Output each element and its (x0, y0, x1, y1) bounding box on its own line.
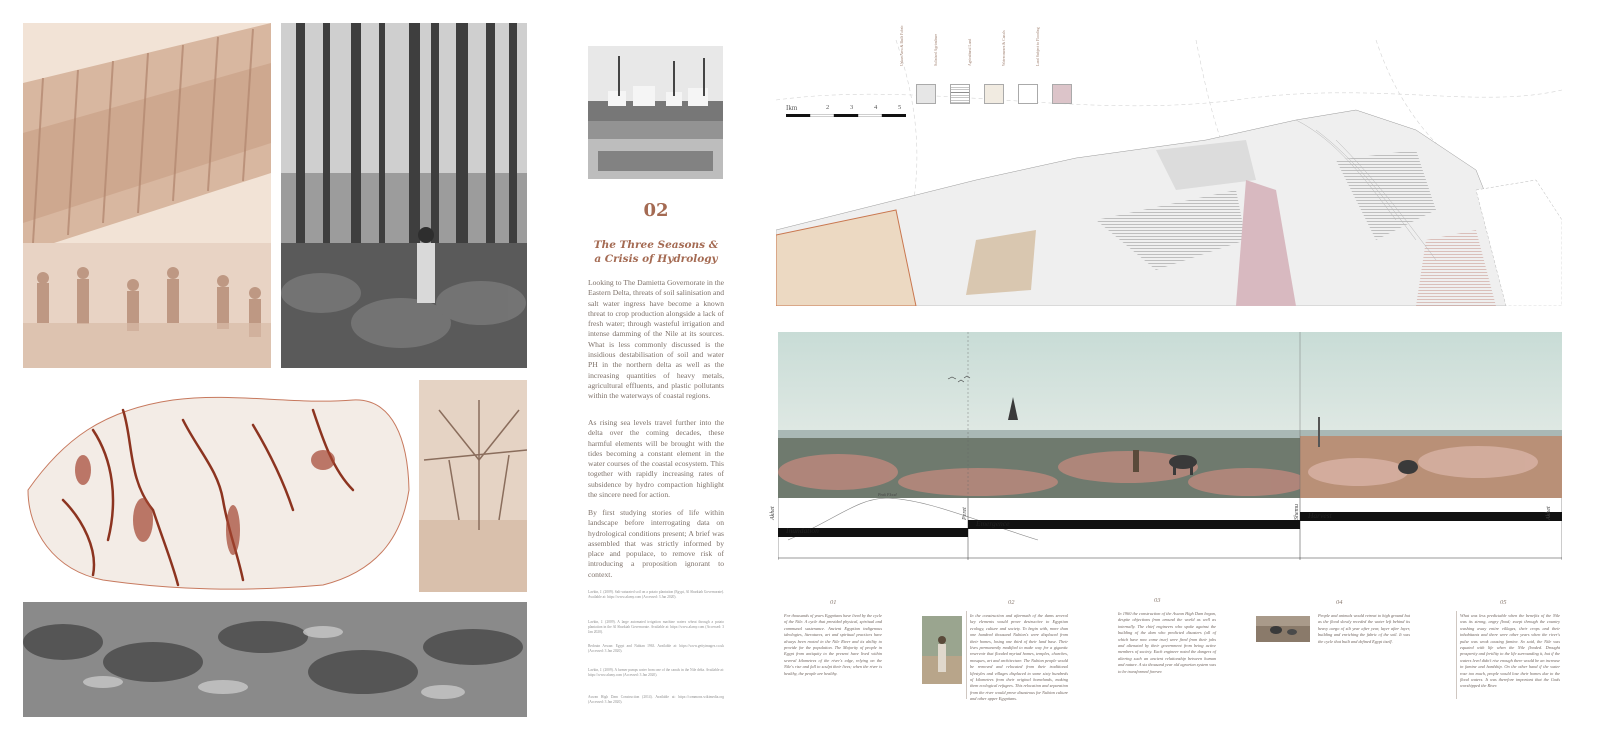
legend-label: Salinised Agriculture (934, 33, 938, 66)
delta-waterways-map (23, 380, 411, 592)
scale-number: 2 (826, 104, 830, 111)
reference-entry: Lavkin, J. (2009). A farmer pumps water from one of the canals in the Nile delta. Available at: https://www.alamy.com (Accessed: 3 Jan 2020). (588, 668, 724, 677)
legend-swatch (916, 84, 936, 104)
column-number: 05 (1500, 599, 1507, 606)
scale-label: Ikm (786, 104, 798, 112)
damietta-land-use-map (776, 40, 1562, 306)
legend-label: Land Subject to Flooding (1036, 27, 1040, 66)
column-number: 02 (1008, 599, 1015, 606)
legend-swatch (950, 84, 970, 104)
column-text: People and animals would retreat to high ground but as the flood slowly receded the water left behind its heavy cargo of silt year after year, layer after layer, building and enriching the fabric of the soil. It was the cycle that built and defined Egypt itself. (1318, 613, 1410, 644)
date-palm-grove-photo (281, 23, 527, 368)
scale-bar (786, 114, 906, 117)
dam-construction-photo (23, 23, 271, 368)
reference-entry: Lavkin, J. (2009). Salt-saturated soil on a potato plantation (Egypt, Al Sharkiah Governorate). Available at: https://www.alamy.com (Accessed: 3 Jan 2020). (588, 590, 724, 599)
legend-label: Urban Area & Built Fabric (900, 25, 904, 66)
legend-swatch (1052, 84, 1072, 104)
village-reflection-photo (588, 46, 723, 179)
scale-number: 4 (874, 104, 878, 111)
column-divider (1456, 611, 1457, 699)
nubian-villager-photo (922, 616, 962, 684)
column-text: In 1960 the construction of the Aswan High Dam began, despite objections from around the world as well as internally. The chief engineers who spoke against the building of the dam who predicted disasters (all of which have now come true) were fired from their jobs and alienated by their government from being active members of society. Each engineer noted the dangers of altering such an ancient relationship between human and nature. A six thousand year old agrarian system was to be transformed forever. (1118, 611, 1216, 674)
legend-swatch (1018, 84, 1038, 104)
legend-label: Agricultural Land (968, 38, 972, 66)
delta-panorama-photo (778, 332, 1562, 498)
season-label: Emergence (976, 519, 1010, 528)
season-label: Harvest (1308, 511, 1332, 520)
season-label: Inundation (786, 526, 819, 535)
reference-entry: Aswan High Dam Construction (2014). Available at: https://commons.wikimedia.org (Accessed: 3 Jan 2020). (588, 695, 724, 704)
season-bar (1300, 512, 1562, 521)
season-bar (968, 520, 1300, 529)
reference-entry: Lavkin, J. (2009). A large automated irrigation machine waters wheat through a potato plantation in the Al Sharkiah Governorate. Available at: https://www.alamy.com (Accessed: 3 Jan 2020). (588, 620, 724, 634)
riverbank-vegetation-photo (23, 602, 527, 717)
column-number: 04 (1336, 599, 1343, 606)
month-label: Peret (962, 507, 968, 520)
body-paragraph: By first studying stories of life within landscape before interrogating data on hydrological conditions present; A brief was assembled that was strictly informed by place and populace, to remove risk of introducing a proposition ignorant to context. (588, 508, 724, 579)
body-paragraph: Looking to The Damietta Governorate in the Eastern Delta, threats of soil salinisation and salt water ingress have become a known threat to crop production alongside a lack of fresh water; through wasteful irrigation and intense damming of the Nile at its sources. What is less commonly discussed is the insidious destabilisation of soil and water PH in the northern delta as well as the increasing quantities of heavy metals, agricultural effluents, and plastic pollutants within the waterways of coastal regions. (588, 278, 724, 401)
scale-number: 3 (850, 104, 854, 111)
flood-peak-label: Peak Flood (878, 492, 897, 497)
irrigation-pivot-photo (419, 380, 527, 592)
scale-number: 5 (898, 104, 902, 111)
hydrology-timeline (770, 492, 1562, 570)
chapter-number: 02 (643, 200, 669, 221)
legend-item (1036, 27, 1074, 106)
chapter-title: The Three Seasons & a Crisis of Hydrology (593, 239, 719, 265)
column-text: In the construction and aftermath of the dams several key elements would prove destructive to Egyptian ecology, culture and society. To begin with, more than one hundred thousand Nubian's were displaced from their homes, losing one third of their land base. Their lives permanently modified to make way for a gigantic reservoir that flooded myriad homes, temples, churches, mosques, art and architecture. The Nubian people would be removed and relocated from their traditional lifestyles and villages displaced to some sixty hundreds of kilometres from their original homelands, making them ecological refugees. This relocation and separation from the river would prove disastrous for Nubian culture and other upper Egyptians. (970, 613, 1068, 702)
body-paragraph: As rising sea levels travel further into the delta over the coming decades, these harmful elements will be brought with the tides becoming a constant element in the water courses of the coastal ecosystem. This together with rapidly increasing rates of subsidence by hydro compaction highlight the sincere need for action. (588, 418, 724, 500)
month-label: Akhet (1546, 506, 1552, 520)
month-label: Akhet (770, 506, 776, 520)
column-number: 03 (1154, 597, 1161, 604)
map-legend (900, 25, 1086, 106)
farmer-field-photo (1256, 616, 1310, 642)
legend-label: Watercourses & Canals (1002, 30, 1006, 66)
month-label: Shemu (1294, 504, 1300, 520)
column-text: For thousands of years Egyptians have lived by the cycle of the Nile. A cycle that provided physical, spiritual and communal sustenance. Ancient Egyptian indigenous ideologies, literatures, art and spiritual practices have always been rooted in the Nile River and its ability to provide for the population. The Majority of people in Egypt from antiquity to the present have lived within several kilometres of the river's edge, relying on the Nile's rise and fall to sculpt their lives; when the river is healthy, the people are healthy. (784, 613, 882, 676)
legend-swatch (984, 84, 1004, 104)
column-text: What was less predictable when the benefits of the Nile was its strong, angry flood; swept through the country washing away entire villages, their crops and their inhabitants and there were other years when the river's pulse was weak causing famine. So said, the Nile was equated with life when the Nile flooded. Drought prosperity and fertility to the life surrounding it, but if the waters level didn't rise enough there would be an increase in famine and hardship. On the other hand if the water rose too much, people would lose their homes due to the flood waters. It was therefore important that the Gods worshipped the River. (1460, 613, 1561, 689)
column-number: 01 (830, 599, 837, 606)
column-divider (966, 611, 967, 699)
reference-entry: Bedouin Aswan: Egypt and Nubian 1963. Available at: https://www.gettyimages.co.uk (Accessed: 3 Jan 2020). (588, 644, 724, 653)
